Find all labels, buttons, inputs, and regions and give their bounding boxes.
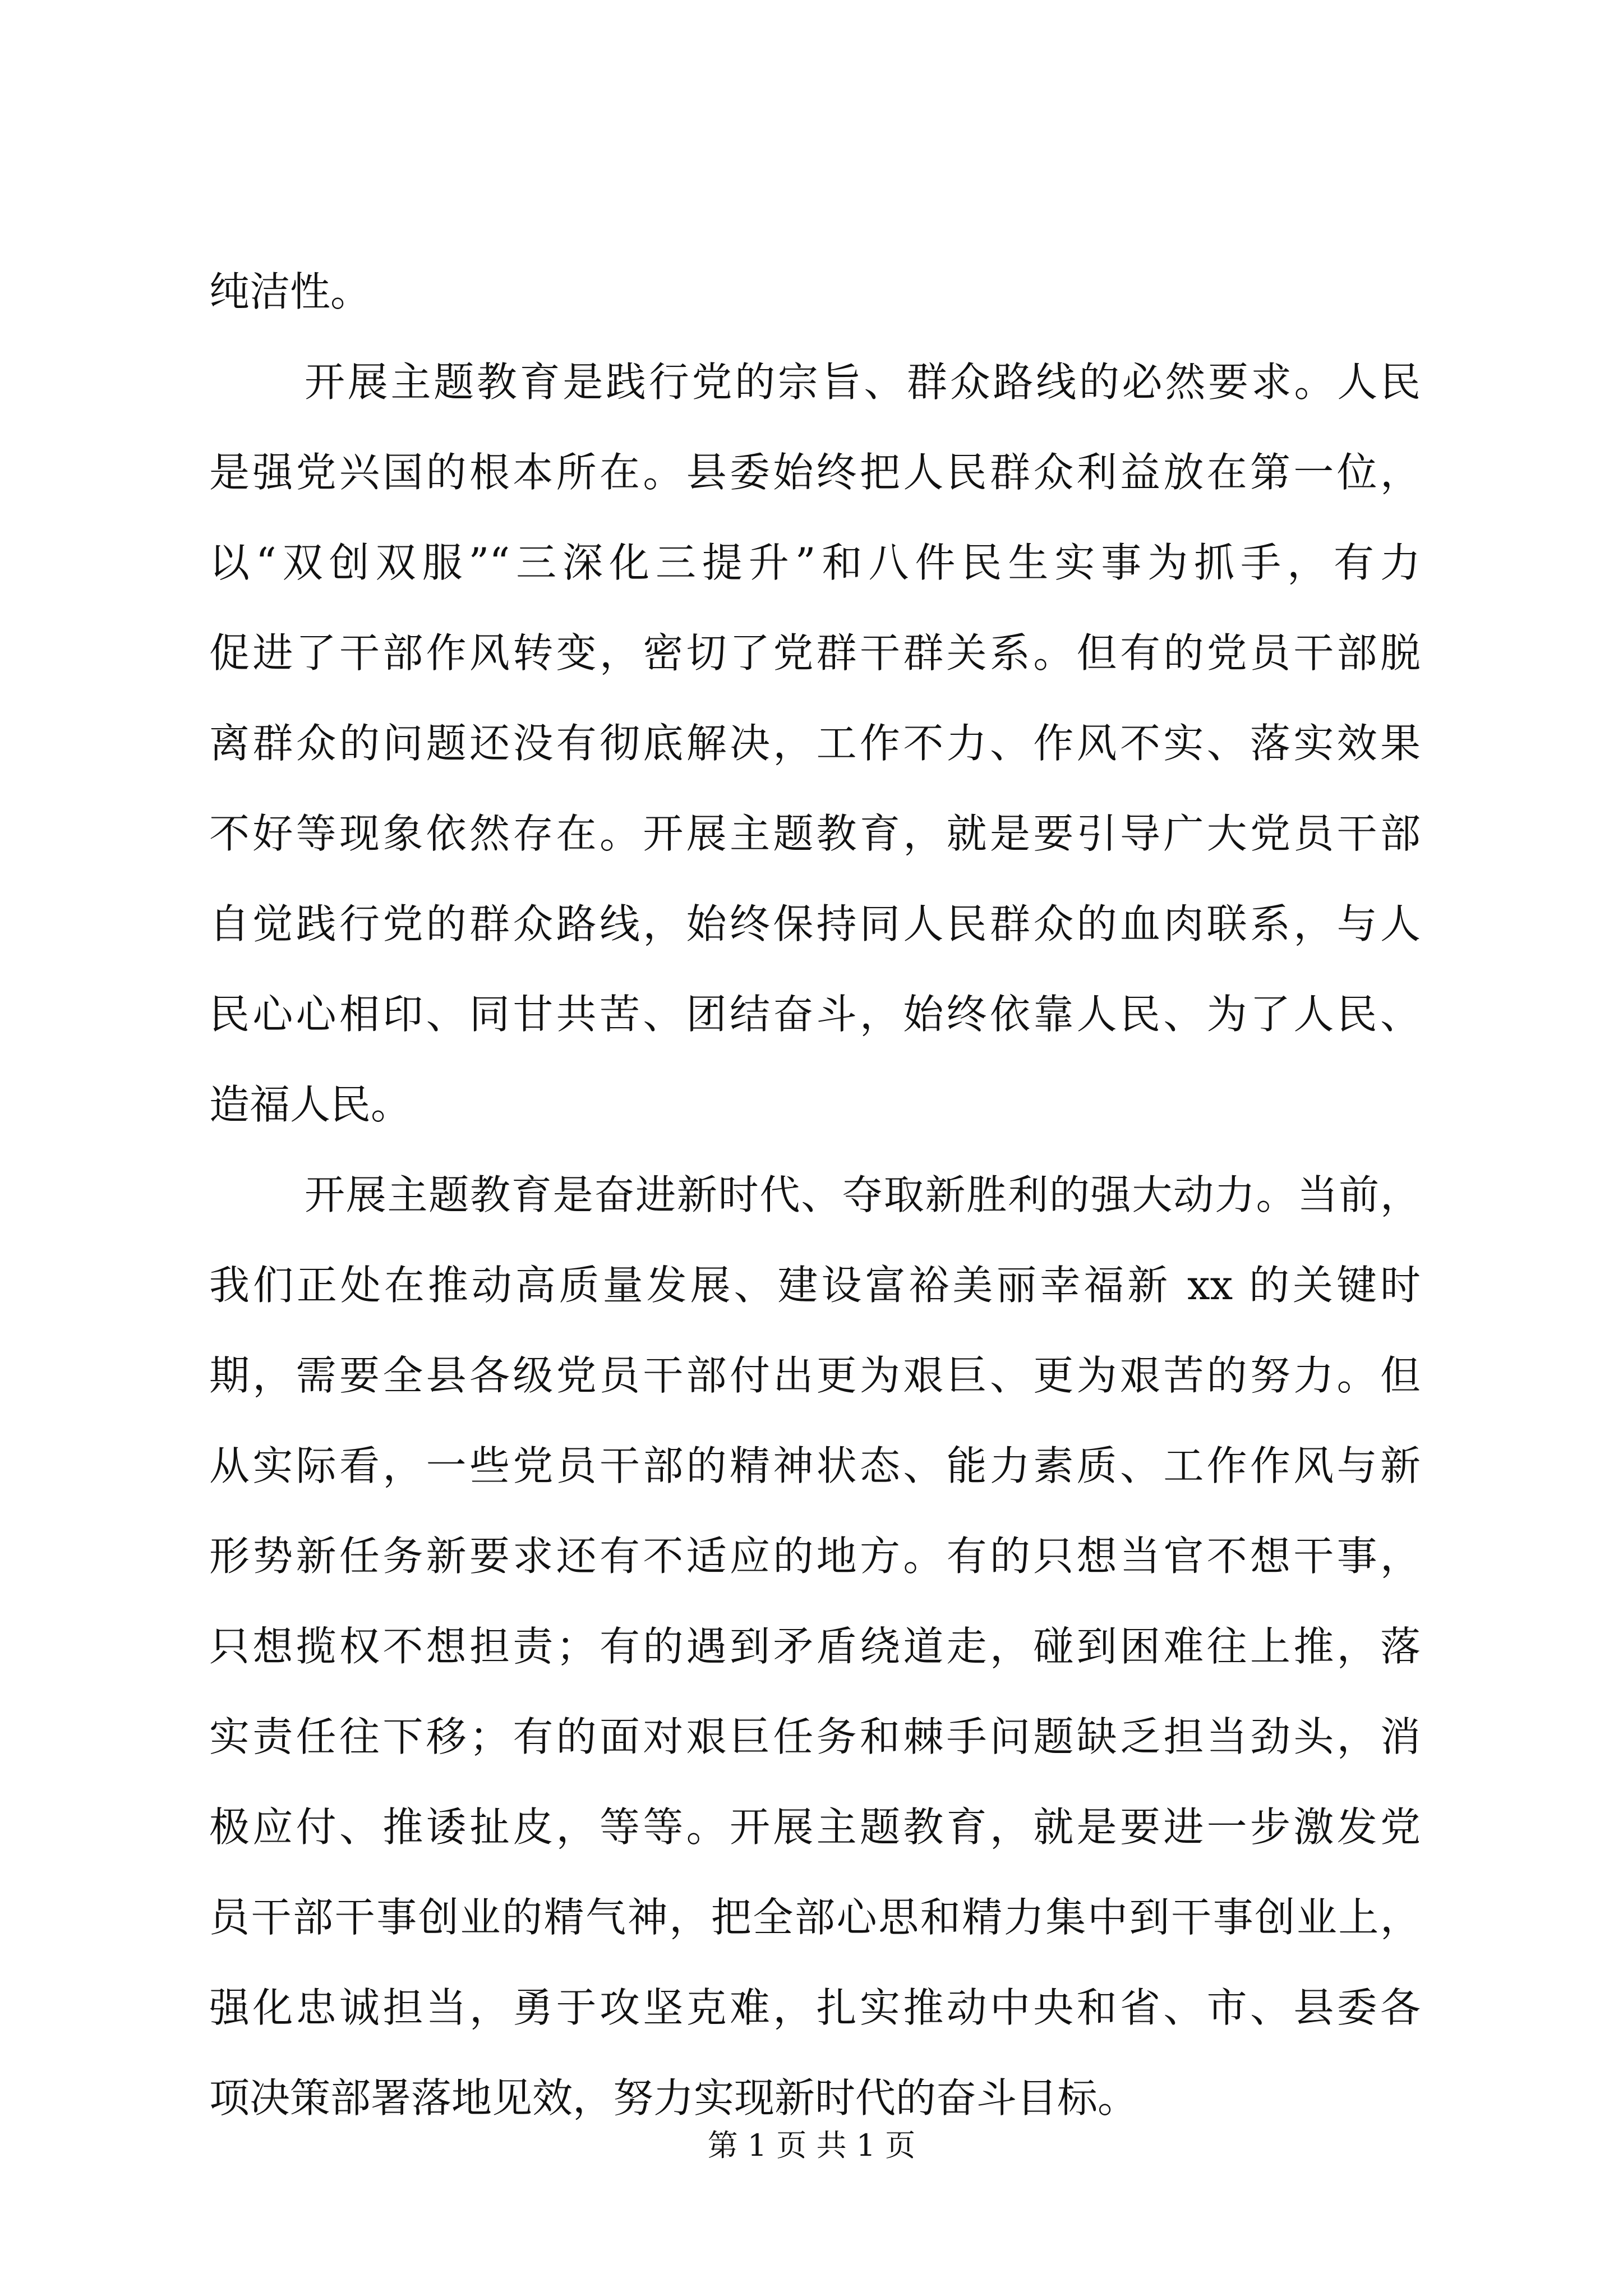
text-line: 从实际看，一些党员干部的精神状态、能力素质、工作作风与新 xyxy=(209,1442,1421,1489)
text-line: 形势新任务新要求还有不适应的地方。有的只想当官不想干事， xyxy=(209,1533,1421,1580)
text-line: 开展主题教育是奋进新时代、夺取新胜利的强大动力。当前， xyxy=(305,1171,1421,1218)
text-line: 期，需要全县各级党员干部付出更为艰巨、更为艰苦的努力。但 xyxy=(209,1352,1421,1399)
page-footer: 第 1 页 共 1 页 xyxy=(707,2128,916,2163)
text-line: 开展主题教育是践行党的宗旨、群众路线的必然要求。人民 xyxy=(305,358,1421,406)
text-line: 项决策部署落地见效，努力实现新时代的奋斗目标。 xyxy=(209,2074,1138,2122)
text-line: 实责任往下移；有的面对艰巨任务和棘手问题缺乏担当劲头，消 xyxy=(209,1713,1421,1760)
text-line: 是强党兴国的根本所在。县委始终把人民群众利益放在第一位， xyxy=(209,449,1421,496)
text-line: 员干部干事创业的精气神，把全部心思和精力集中到干事创业上， xyxy=(209,1894,1421,1941)
text-line: 造福人民。 xyxy=(209,1081,412,1128)
text-line: 纯洁性。 xyxy=(209,268,371,315)
text-line: 不好等现象依然存在。开展主题教育，就是要引导广大党员干部 xyxy=(209,810,1421,857)
text-line: 强化忠诚担当，勇于攻坚克难，扎实推动中央和省、市、县委各 xyxy=(209,1984,1421,2031)
text-line: 离群众的问题还没有彻底解决，工作不力、作风不实、落实效果 xyxy=(209,720,1421,767)
text-line: 只想揽权不想担责；有的遇到矛盾绕道走，碰到困难往上推，落 xyxy=(209,1623,1421,1670)
text-line: 自觉践行党的群众路线，始终保持同人民群众的血肉联系，与人 xyxy=(209,900,1421,947)
text-line: 我们正处在推动高质量发展、建设富裕美丽幸福新 xx 的关键时 xyxy=(209,1262,1421,1309)
text-line: 促进了干部作风转变，密切了党群干群关系。但有的党员干部脱 xyxy=(209,629,1421,677)
text-line: 极应付、推诿扯皮，等等。开展主题教育，就是要进一步激发党 xyxy=(209,1803,1421,1851)
text-line: 以“双创双服”“三深化三提升”和八件民生实事为抓手，有力 xyxy=(209,539,1421,586)
text-line: 民心心相印、同甘共苦、团结奋斗，始终依靠人民、为了人民、 xyxy=(209,991,1421,1038)
